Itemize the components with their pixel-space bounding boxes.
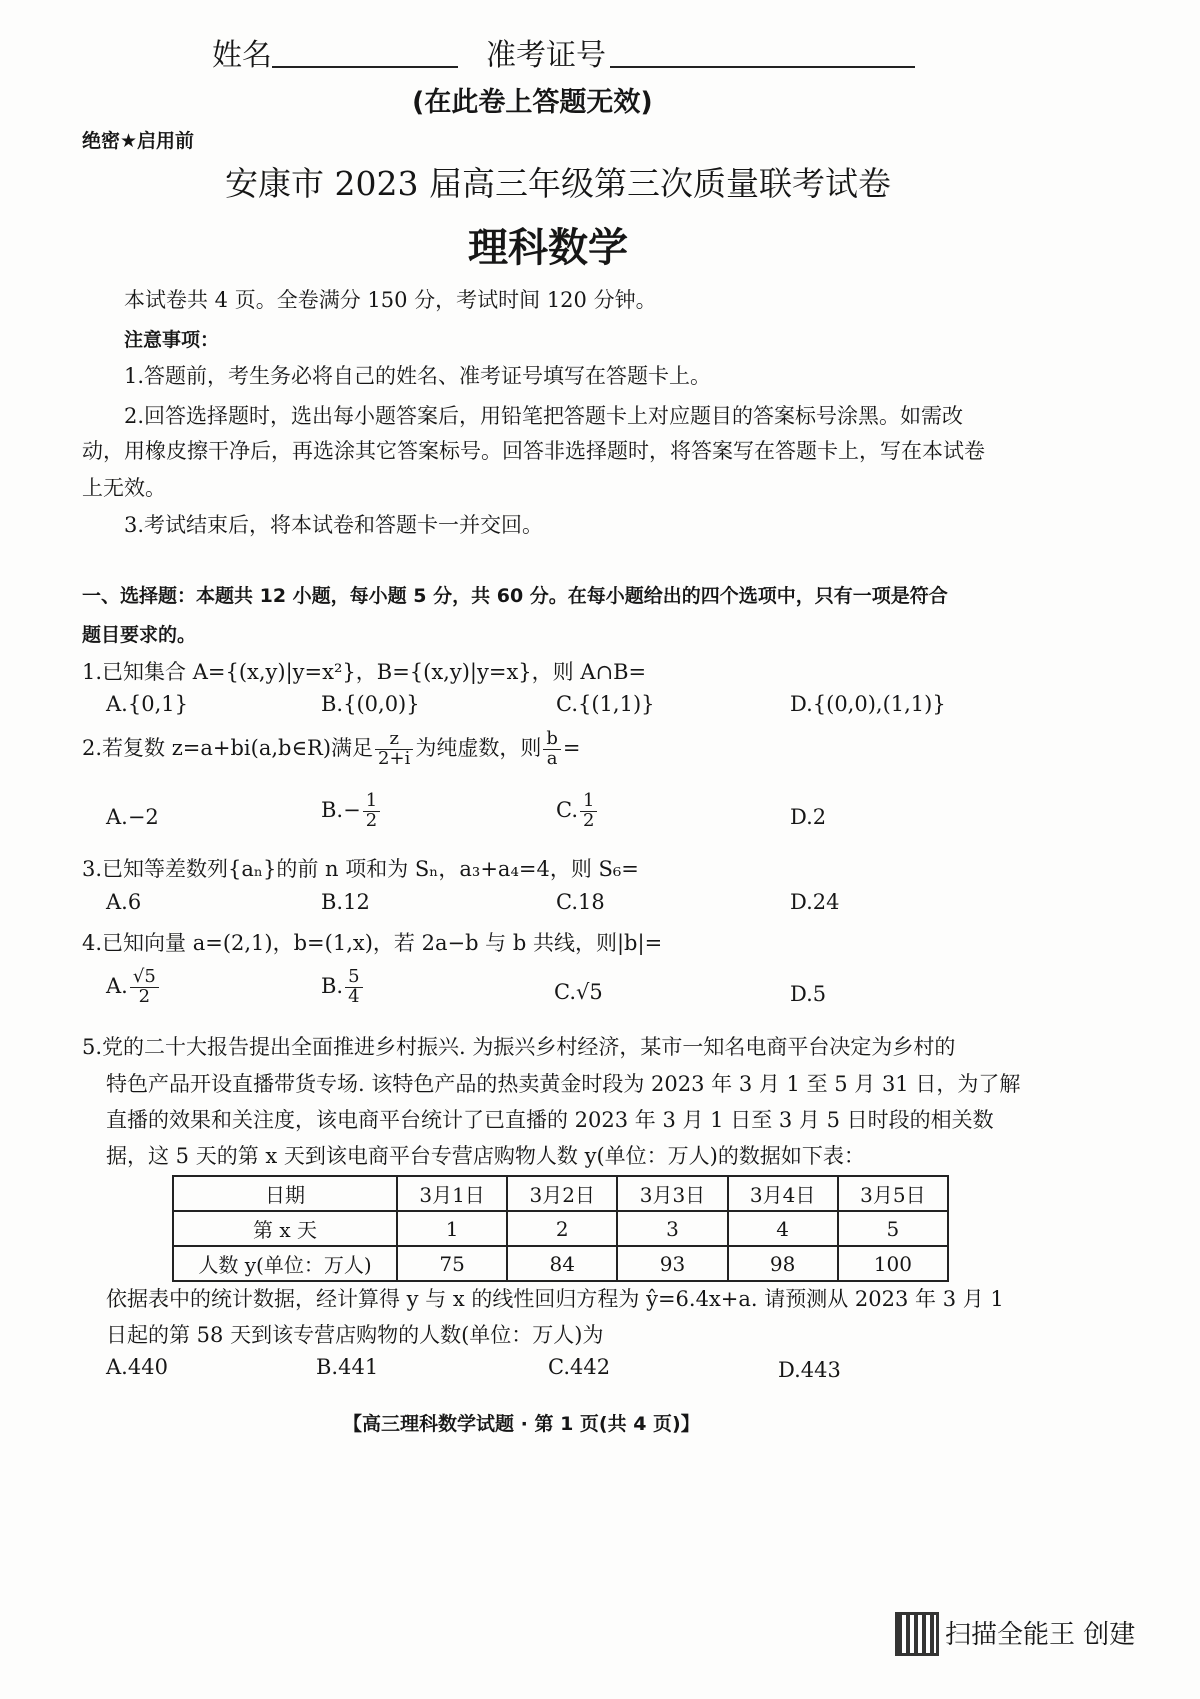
question-4-option-c: C.√5 <box>554 980 603 1004</box>
question-3-option-b: B.12 <box>321 890 370 914</box>
table-cell: 100 <box>838 1246 948 1281</box>
question-4-option-b: B. $\frac{5}{4}$ <box>321 968 365 1007</box>
exam-id-label: 准考证号 <box>486 38 606 73</box>
question-3-option-a: A.6 <box>106 890 142 914</box>
table-cell: 第 x 天 <box>173 1211 397 1246</box>
question-1-option-c: C.{(1,1)} <box>556 692 655 716</box>
name-label: 姓名 <box>212 38 272 73</box>
question-2-option-b: B.− $\frac{1}{2}$ <box>321 792 382 831</box>
exam-summary: 本试卷共 4 页。全卷满分 150 分，考试时间 120 分钟。 <box>124 288 657 312</box>
table-cell: 98 <box>728 1246 838 1281</box>
question-1-option-d: D.{(0,0),(1,1)} <box>790 692 946 716</box>
question-2-stem <box>82 730 580 769</box>
table-row-dates <box>173 1176 948 1211</box>
name-underline <box>272 66 458 68</box>
question-4-option-d: D.5 <box>790 982 827 1006</box>
question-1-option-b: B.{(0,0)} <box>321 692 420 716</box>
table-cell: 人数 y(单位：万人) <box>173 1246 397 1281</box>
secret-mark: 绝密★启用前 <box>82 130 195 152</box>
question-4-stem: 4.已知向量 a=(2,1)，b=(1,x)，若 2a−b 与 b 共线，则|b|= <box>82 931 663 955</box>
question-5-line-2: 特色产品开设直播带货专场. 该特色产品的热卖黄金时段为 2023 年 3 月 1 至 5 月 31 日，为了解 <box>106 1072 1021 1096</box>
table-row-visitors <box>173 1246 948 1281</box>
question-2-option-d: D.2 <box>790 805 827 829</box>
question-5-option-b: B.441 <box>316 1355 379 1379</box>
question-2-option-a: A.−2 <box>106 805 159 829</box>
question-5-option-d: D.443 <box>778 1358 841 1382</box>
note-2-line-2: 动，用橡皮擦干净后，再选涂其它答案标号。回答非选择题时，将答案写在答题卡上，写在本试卷 <box>82 439 985 463</box>
table-cell: 3月2日 <box>507 1176 617 1211</box>
question-3-option-d: D.24 <box>790 890 840 914</box>
table-row-day-index <box>173 1211 948 1246</box>
table-cell: 1 <box>397 1211 507 1246</box>
table-cell: 3月4日 <box>728 1176 838 1211</box>
table-cell: 5 <box>838 1211 948 1246</box>
question-5-line-3: 直播的效果和关注度，该电商平台统计了已直播的 2023 年 3 月 1 日至 3 月 5 日时段的相关数 <box>106 1108 994 1132</box>
question-4-option-a: A. $\frac{√5}{2}$ <box>106 968 161 1007</box>
table-cell: 3 <box>617 1211 727 1246</box>
table-cell: 日期 <box>173 1176 397 1211</box>
table-cell: 84 <box>507 1246 617 1281</box>
table-cell: 75 <box>397 1246 507 1281</box>
notes-heading: 注意事项： <box>124 329 220 351</box>
section-1-instructions-cont: 题目要求的。 <box>82 624 197 646</box>
table-cell: 93 <box>617 1246 727 1281</box>
exam-id-underline <box>610 66 915 68</box>
section-1-instructions: 一、选择题：本题共 12 小题，每小题 5 分，共 60 分。在每小题给出的四个选项中，只有一项是符合 <box>82 585 948 607</box>
question-3-stem: 3.已知等差数列{aₙ}的前 n 项和为 Sₙ，a₃+a₄=4，则 S₆= <box>82 857 639 881</box>
exam-title: 安康市 2023 届高三年级第三次质量联考试卷 <box>225 164 891 203</box>
note-2-line-3: 上无效。 <box>82 476 166 500</box>
question-1-stem: 1.已知集合 A={(x,y)|y=x²}，B={(x,y)|y=x}，则 A∩B= <box>82 660 647 684</box>
b-over-a: $\frac{b}{a}$ <box>543 730 561 769</box>
question-5-option-c: C.442 <box>548 1355 611 1379</box>
question-5-line-1: 5.党的二十大报告提出全面推进乡村振兴. 为振兴乡村经济，某市一知名电商平台决定为乡村的 <box>82 1035 956 1059</box>
scanner-watermark: 扫描全能王 创建 <box>945 1620 1136 1650</box>
qr-code-icon <box>895 1612 939 1656</box>
invalid-notice: (在此卷上答题无效) <box>412 87 653 118</box>
table-cell: 4 <box>728 1211 838 1246</box>
z-over-2-plus-i: $\frac{z}{2+i}$ <box>375 730 413 769</box>
question-2-stem-end: = <box>562 735 581 760</box>
question-5-prompt: 日起的第 58 天到该专营店购物的人数(单位：万人)为 <box>106 1323 604 1347</box>
note-1: 1.答题前，考生务必将自己的姓名、准考证号填写在答题卡上。 <box>124 364 712 388</box>
question-1-option-a: A.{0,1} <box>106 692 188 716</box>
question-2-option-c: C. $\frac{1}{2}$ <box>556 792 599 831</box>
question-3-option-c: C.18 <box>556 890 605 914</box>
question-5-option-a: A.440 <box>106 1355 168 1379</box>
question-2-stem-mid: 为纯虚数，则 <box>415 735 542 760</box>
page-footer: 【高三理科数学试题 · 第 1 页(共 4 页)】 <box>343 1413 700 1435</box>
table-cell: 3月3日 <box>617 1176 727 1211</box>
question-2-stem-start: 2.若复数 z=a+bi(a,b∈R)满足 <box>82 735 374 760</box>
table-cell: 2 <box>507 1211 617 1246</box>
note-3: 3.考试结束后，将本试卷和答题卡一并交回。 <box>124 513 544 537</box>
question-5-regression: 依据表中的统计数据，经计算得 y 与 x 的线性回归方程为 ŷ=6.4x+a. 请预测从 2023 年 3 月 1 <box>106 1287 1004 1311</box>
table-cell: 3月1日 <box>397 1176 507 1211</box>
data-table <box>172 1175 949 1282</box>
table-cell: 3月5日 <box>838 1176 948 1211</box>
question-5-line-4: 据，这 5 天的第 x 天到该电商平台专营店购物人数 y(单位：万人)的数据如下表： <box>106 1144 865 1168</box>
subject-title: 理科数学 <box>468 225 628 271</box>
note-2-line-1: 2.回答选择题时，选出每小题答案后，用铅笔把答题卡上对应题目的答案标号涂黑。如需改 <box>124 404 964 428</box>
